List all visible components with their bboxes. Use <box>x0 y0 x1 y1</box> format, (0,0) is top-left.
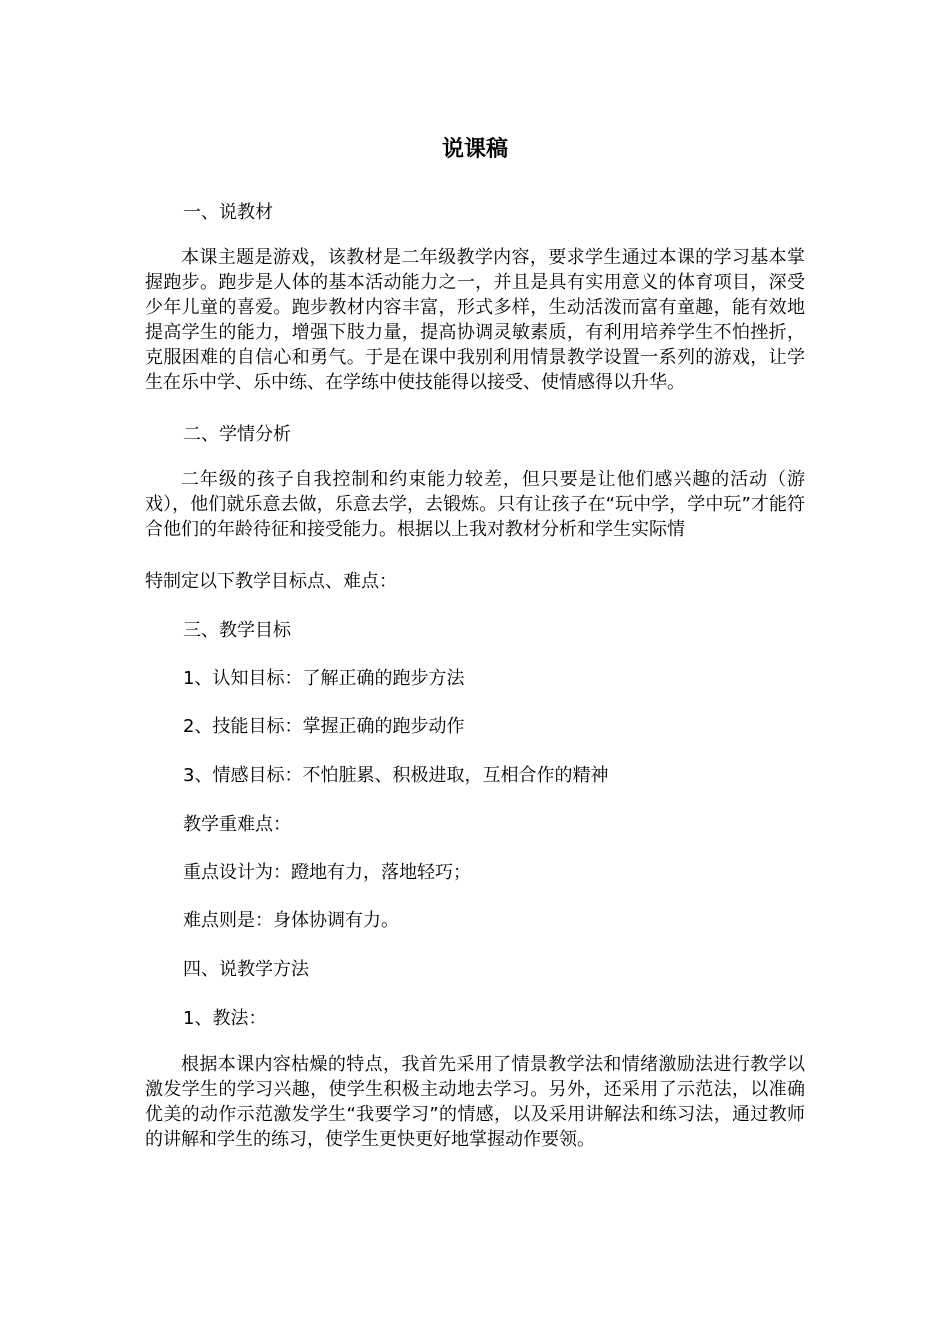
section-heading-materials: 一、说教材 <box>183 202 273 223</box>
paragraph-continuation: 特制定以下教学目标点、难点： <box>145 571 397 592</box>
key-difficulty-label: 教学重难点： <box>183 814 291 835</box>
goal-emotion: 3、情感目标：不怕脏累、积极进取，互相合作的精神 <box>183 765 609 786</box>
goal-cognitive: 1、认知目标：了解正确的跑步方法 <box>183 668 465 689</box>
section-heading-student-analysis: 二、学情分析 <box>183 424 291 445</box>
goal-skill: 2、技能目标：掌握正确的跑步动作 <box>183 716 465 737</box>
page-title: 说课稿 <box>441 137 508 162</box>
paragraph-student-analysis: 二年级的孩子自我控制和约束能力较差，但只要是让他们感兴趣的活动（游戏），他们就乐意去做，乐意去学，去锻炼。只有让孩子在“玩中学，学中玩”才能符合他们的年龄待征和接受能力。根据以上我对教材分析和学生实际情 <box>145 469 805 540</box>
section-heading-methods: 四、说教学方法 <box>183 959 309 980</box>
difficulty-point: 难点则是：身体协调有力。 <box>183 910 399 931</box>
paragraph-methods: 根据本课内容枯燥的特点，我首先采用了情景教学法和情绪激励法进行教学以激发学生的学习兴趣，使学生积极主动地去学习。另外，还采用了示范法，以准确优美的动作示范激发学生“我要学习”的情感，以及采用讲解法和练习法，通过教师的讲解和学生的练习，使学生更快更好地掌握动作要领。 <box>145 1054 805 1150</box>
subheading-teaching-method: 1、教法： <box>183 1008 267 1029</box>
key-point: 重点设计为：蹬地有力，落地轻巧； <box>183 862 471 883</box>
paragraph-materials: 本课主题是游戏，该教材是二年级教学内容，要求学生通过本课的学习基本掌握跑步。跑步是人体的基本活动能力之一，并且是具有实用意义的体育项目，深受少年儿童的喜爱。跑步教材内容丰富，形式多样，生动活泼而富有童趣，能有效地提高学生的能力，增强下肢力量，提高协调灵敏素质，有利用培养学生不怕挫折，克服困难的自信心和勇气。于是在课中我别利用情景教学设置一系列的游戏，让学生在乐中学、乐中练、在学练中使技能得以接受、使情感得以升华。 <box>145 247 805 393</box>
section-heading-goals: 三、教学目标 <box>183 620 291 641</box>
